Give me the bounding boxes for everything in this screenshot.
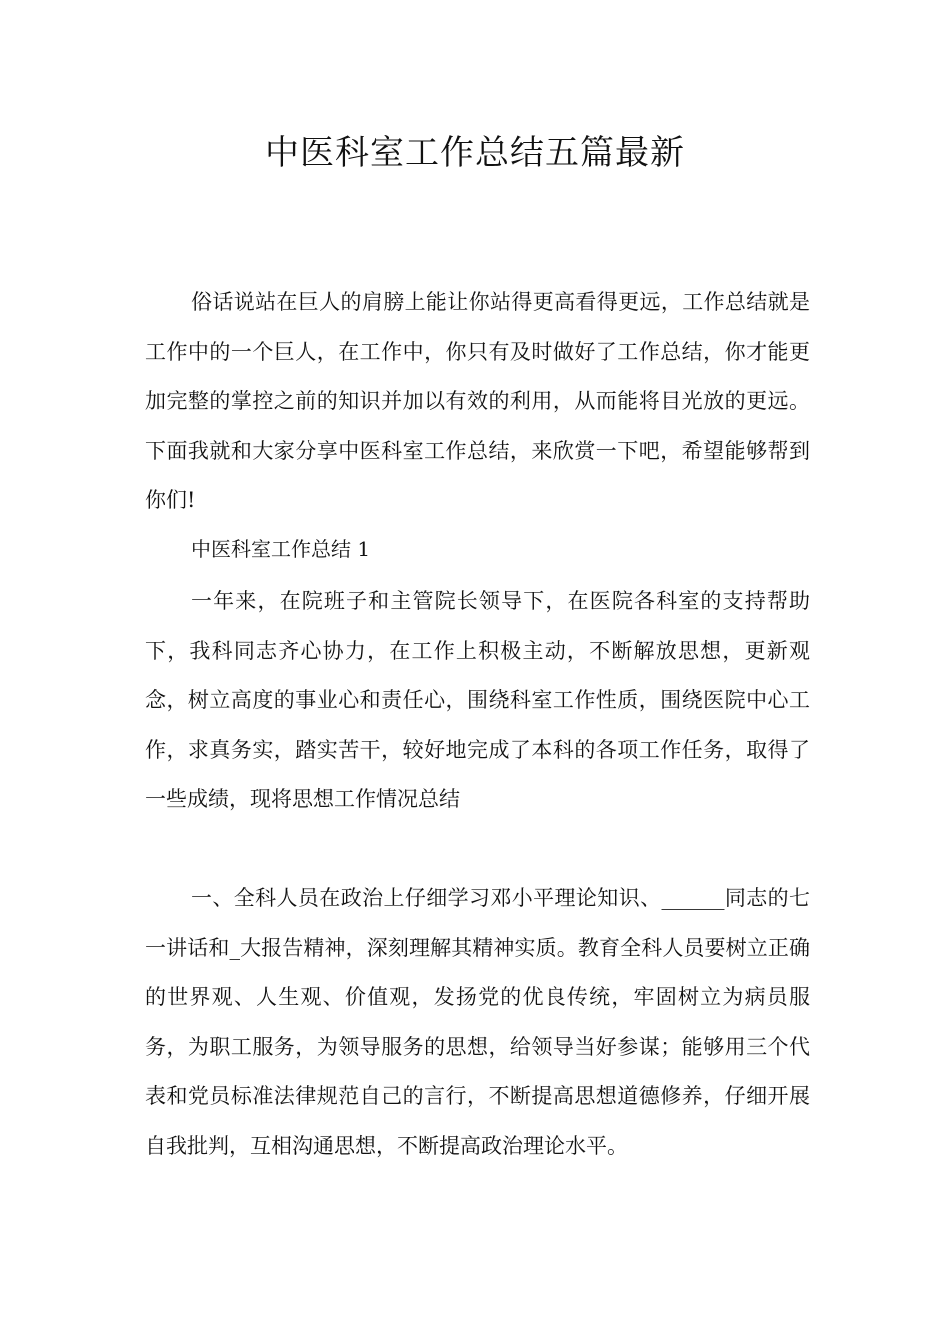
intro-paragraph: 俗话说站在巨人的肩膀上能让你站得更高看得更远，工作总结就是工作中的一个巨人，在工作中，你只有及时做好了工作总结，你才能更加完整的掌控之前的知识并加以有效的利用，从而能将目光放的更远。下面我就和大家分享中医科室工作总结，来欣赏一下吧，希望能够帮到你们!	[145, 290, 810, 512]
body-paragraph-2: 一、全科人员在政治上仔细学习邓小平理论知识、______同志的七一讲话和_大报告精神，深刻理解其精神实质。教育全科人员要树立正确的世界观、人生观、价值观，发扬党的优良传统，牢固树立为病员服务，为职工服务，为领导服务的思想，给领导当好参谋；能够用三个代表和党员标准法律规范自己的言行，不断提高思想道德修养，仔细开展自我批判，互相沟通思想，不断提高政治理论水平。	[145, 886, 810, 1158]
body-paragraph-1: 一年来，在院班子和主管院长领导下，在医院各科室的支持帮助下，我科同志齐心协力，在工作上积极主动，不断解放思想，更新观念，树立高度的事业心和责任心，围绕科室工作性质，围绕医院中心工作，求真务实，踏实苦干，较好地完成了本科的各项工作任务，取得了一些成绩，现将思想工作情况总结	[145, 589, 810, 811]
section-heading: 中医科室工作总结 1	[191, 537, 371, 561]
document-title: 中医科室工作总结五篇最新	[265, 133, 685, 173]
